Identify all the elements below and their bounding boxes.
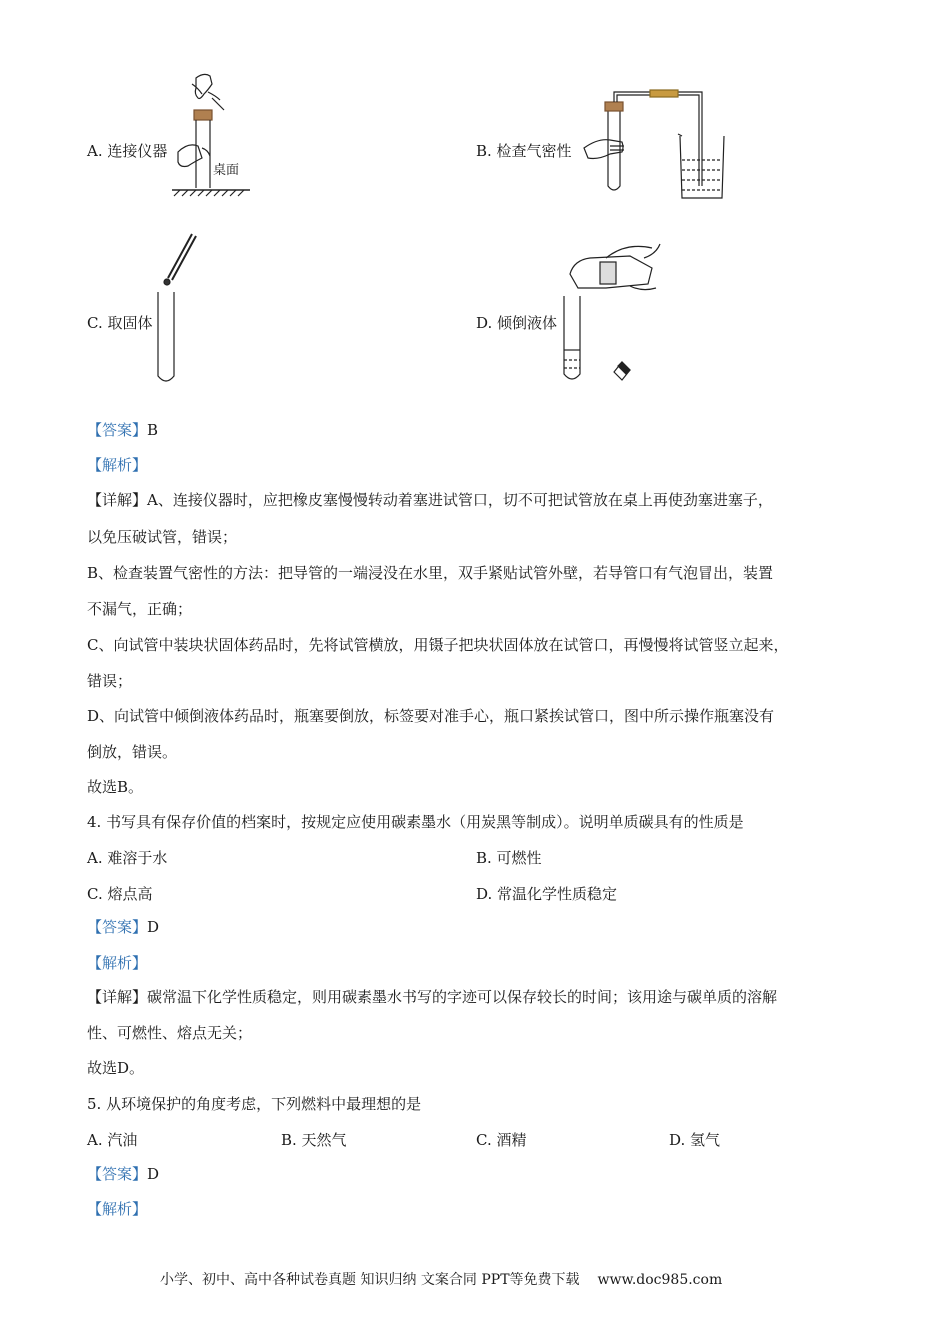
q5-stem: 5. 从环境保护的角度考虑，下列燃料中最理想的是 bbox=[87, 1095, 422, 1113]
take-solid-figure bbox=[150, 232, 200, 384]
q3-analysis-tag: 【解析】 bbox=[87, 456, 148, 474]
q5-option-a: A. 汽油 bbox=[87, 1131, 138, 1149]
q3-detail-line-3: B、检查装置气密性的方法：把导管的一端浸没在水里，双手紧贴试管外壁，若导管口有气泡冒出，装置 bbox=[87, 564, 774, 582]
q4-conclusion: 故选D。 bbox=[87, 1059, 145, 1077]
page-footer bbox=[160, 1269, 722, 1289]
q4-detail-line-2: 性、可燃性、熔点无关； bbox=[87, 1024, 253, 1042]
q3-conclusion: 故选B。 bbox=[87, 778, 144, 796]
option-b-label: B. 检查气密性 bbox=[476, 142, 572, 160]
q4-detail-line-1: 碳常温下化学性质稳定，则用碳素墨水书写的字迹可以保存较长的时间；该用途与碳单质的溶解 bbox=[147, 988, 778, 1006]
footer-text: 小学、初中、高中各种试卷真题 知识归纳 文案合同 PPT等免费下载 bbox=[160, 1272, 580, 1288]
airtightness-check-figure bbox=[578, 88, 728, 200]
q5-option-b: B. 天然气 bbox=[281, 1131, 347, 1149]
q3-detail-line-2: 以免压破试管，错误； bbox=[87, 528, 238, 546]
q3-detail-line-8: 倒放，错误。 bbox=[87, 743, 178, 761]
q4-option-d: D. 常温化学性质稳定 bbox=[476, 885, 618, 903]
q5-option-d: D. 氢气 bbox=[669, 1131, 721, 1149]
pour-liquid-figure bbox=[556, 238, 666, 388]
q3-detail-tag: 【详解】 bbox=[87, 491, 148, 509]
option-c-label: C. 取固体 bbox=[87, 314, 153, 332]
q4-stem: 4. 书写具有保存价值的档案时，按规定应使用碳素墨水（用炭黑等制成）。说明单质碳具有的性质是 bbox=[87, 813, 744, 831]
q5-option-c: C. 酒精 bbox=[476, 1131, 527, 1149]
desk-label: 桌面 bbox=[213, 163, 240, 178]
option-a-label: A. 连接仪器 bbox=[87, 142, 168, 160]
q4-answer-value: D bbox=[147, 918, 160, 936]
q4-option-a: A. 难溶于水 bbox=[87, 849, 168, 867]
q4-option-b: B. 可燃性 bbox=[476, 849, 542, 867]
q5-answer-tag: 【答案】 bbox=[87, 1165, 148, 1183]
q3-detail-line-1: A、连接仪器时，应把橡皮塞慢慢转动着塞进试管口，切不可把试管放在桌上再使劲塞进塞子， bbox=[147, 491, 773, 509]
q3-detail-line-7: D、向试管中倾倒液体药品时，瓶塞要倒放，标签要对准手心，瓶口紧挨试管口，图中所示操作瓶塞没有 bbox=[87, 707, 775, 725]
q3-answer-value: B bbox=[147, 421, 159, 439]
q5-answer-value: D bbox=[147, 1165, 160, 1183]
q3-detail-line-4: 不漏气，正确； bbox=[87, 600, 193, 618]
q3-detail-line-6: 错误； bbox=[87, 672, 133, 690]
footer-url[interactable]: www.doc985.com bbox=[597, 1272, 723, 1288]
q4-answer-tag: 【答案】 bbox=[87, 918, 148, 936]
q4-detail-tag: 【详解】 bbox=[87, 988, 148, 1006]
connect-instrument-figure bbox=[168, 70, 253, 200]
q4-analysis-tag: 【解析】 bbox=[87, 954, 148, 972]
q3-detail-line-5: C、向试管中装块状固体药品时，先将试管横放，用镊子把块状固体放在试管口，再慢慢将试管竖立起来， bbox=[87, 636, 789, 654]
option-d-label: D. 倾倒液体 bbox=[476, 314, 558, 332]
q3-answer-tag: 【答案】 bbox=[87, 421, 148, 439]
q5-analysis-tag: 【解析】 bbox=[87, 1200, 148, 1218]
q4-option-c: C. 熔点高 bbox=[87, 885, 153, 903]
